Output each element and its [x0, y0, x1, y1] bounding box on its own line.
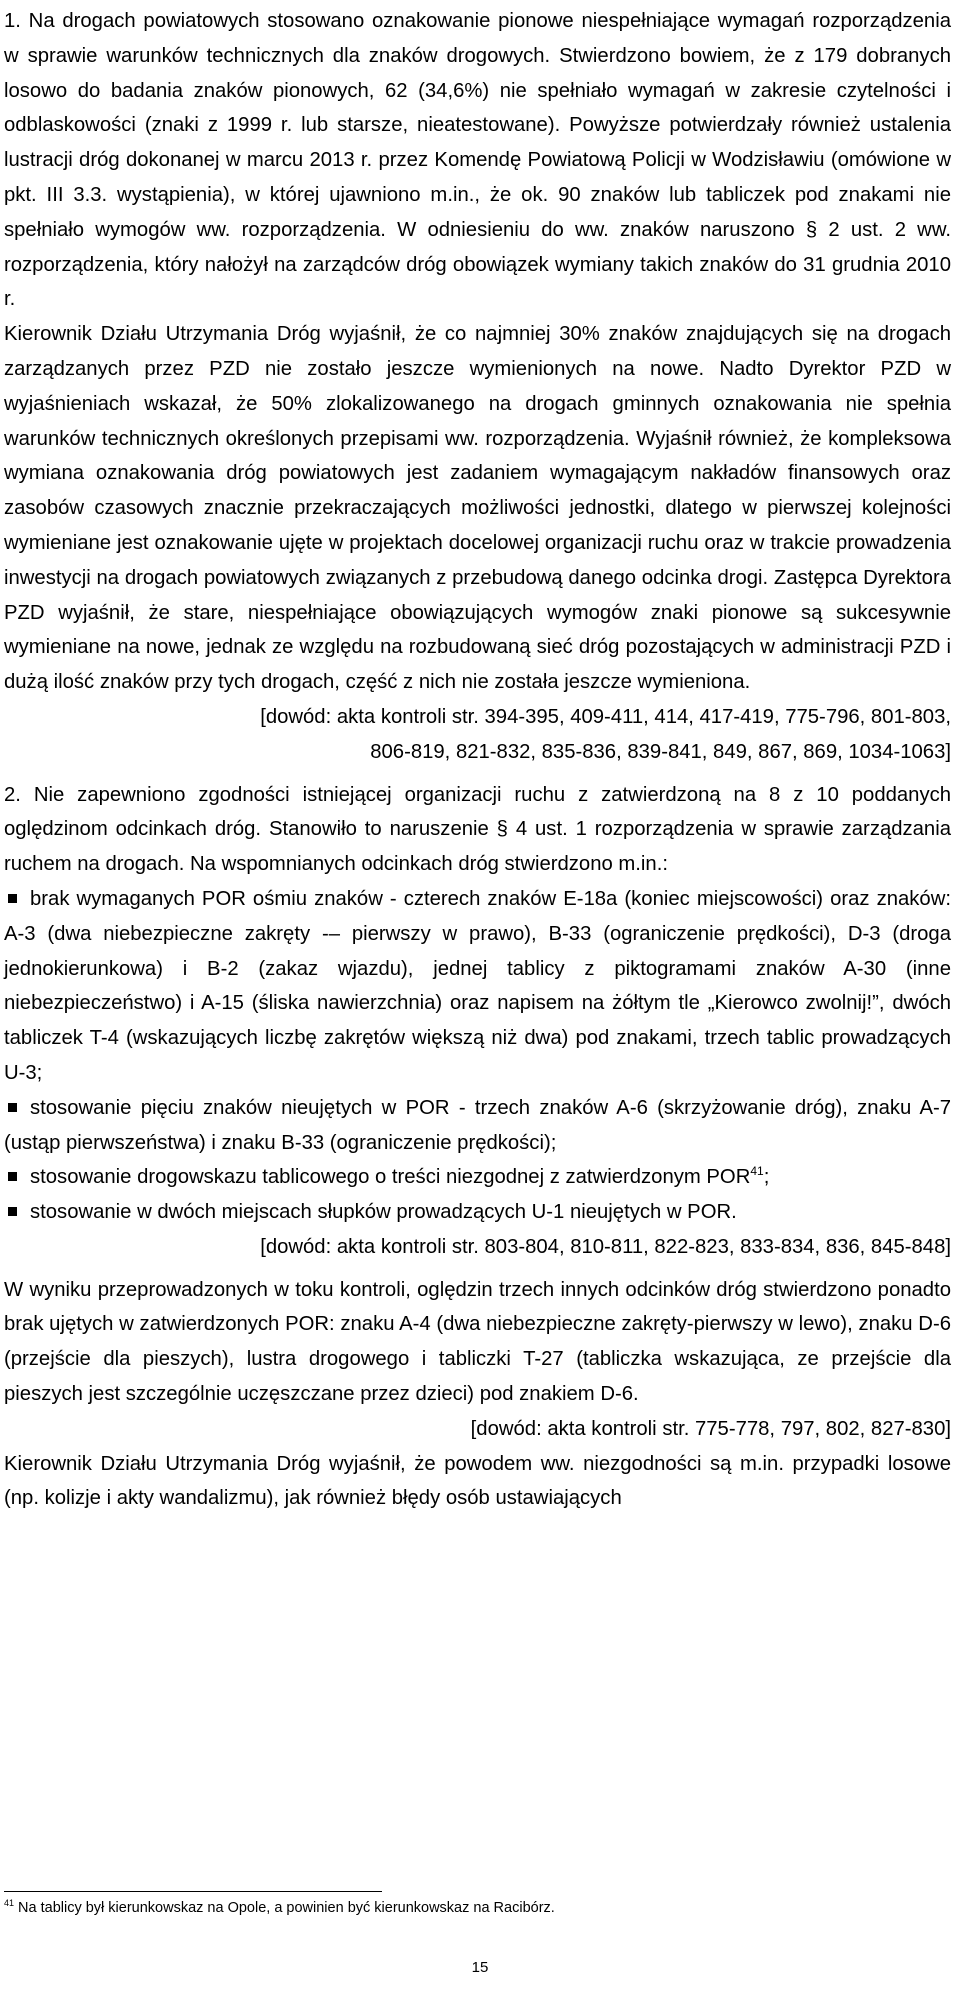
- footnote-number: 41: [4, 1898, 15, 1909]
- footnote-text: Na tablicy był kierunkowskaz na Opole, a powinien być kierunkowskaz na Racibórz.: [18, 1900, 555, 1916]
- paragraph-item-2: 2. Nie zapewniono zgodności istniejącej organizacji ruchu z zatwierdzoną na 8 z 10 poddanych oględzinom odcinkach dróg. Stanowiło to naruszenie § 4 ust. 1 rozporządzenia w sprawie zarządzania ruchem na drogach. Na wspomnianych odcinkach dróg stwierdzono m.in.:: [4, 783, 951, 876]
- square-bullet-icon: [8, 1103, 17, 1112]
- list-item: [4, 1195, 951, 1230]
- list-item-text: stosowanie w dwóch miejscach słupków prowadzących U-1 nieujętych w POR.: [30, 1201, 737, 1224]
- footnote-reference: 41: [750, 1164, 764, 1179]
- square-bullet-icon: [8, 1172, 17, 1181]
- list-item-text-end: ;: [763, 1166, 770, 1189]
- list-item-text: stosowanie drogowskazu tablicowego o treści niezgodnej z zatwierdzonym POR: [30, 1166, 751, 1189]
- evidence-citation: [dowód: akta kontroli str. 775-778, 797, 802, 827-830]: [470, 1417, 951, 1440]
- page-number: 15: [471, 1959, 489, 1976]
- evidence-citation: [dowód: akta kontroli str. 394-395, 409-411, 414, 417-419, 775-796, 801-803,: [260, 705, 951, 728]
- paragraph-explanation-2: Kierownik Działu Utrzymania Dróg wyjaśnił, że powodem ww. niezgodności są m.in. przypadki losowe (np. kolizje i akty wandalizmu), jak również błędy osób ustawiających: [4, 1452, 951, 1510]
- list-item: [4, 882, 951, 1091]
- square-bullet-icon: [8, 894, 17, 903]
- footnote: [4, 1898, 555, 1918]
- paragraph-explanation-1: Kierownik Działu Utrzymania Dróg wyjaśnił, że co najmniej 30% znaków znajdujących się na drogach zarządzanych przez PZD nie zostało jeszcze wymienionych na nowe. Nadto Dyrektor PZD w wyjaśnieniach wskazał, że 50% zlokalizowanego na drogach gminnych oznakowania nie spełnia warunków technicznych określonych przepisami ww. rozporządzenia. Wyjaśnił również, że kompleksowa wymiana oznakowania dróg powiatowych jest zadaniem wymagającym nakładów finansowych oraz zasobów czasowych znacznie przekraczających możliwości jednostki, dlatego w pierwszej kolejności wymieniane jest oznakowanie ujęte w projektach docelowej organizacji ruchu oraz w trakcie prowadzenia inwestycji na drogach powiatowych związanych z przebudową danego odcinka drogi. Zastępca Dyrektora PZD wyjaśnił, że stare, niespełniające obowiązujących wymogów znaki pionowe są sukcesywnie wymieniane na nowe, jednak ze względu na rozbudowaną sieć dróg pozostających w administracji PZD i dużą ilość znaków przy tych drogach, część z nich nie została jeszcze wymieniona.: [4, 323, 951, 694]
- list-item: [4, 1160, 951, 1195]
- paragraph-inspection-results: W wyniku przeprowadzonych w toku kontroli, oględzin trzech innych odcinków dróg stwierdzono ponadto brak ujętych w zatwierdzonych POR: znaku A-4 (dwa niebezpieczne zakręty-pierwszy w lewo), znaku D-6 (przejście dla pieszych), lustra drogowego i tabliczki T-27 (tabliczka wskazująca, ze przejście dla pieszych jest szczególnie uczęszczane przez dzieci) pod znakiem D-6.: [4, 1278, 951, 1406]
- list-item: [4, 1091, 951, 1161]
- footnote-divider: [4, 1891, 382, 1892]
- square-bullet-icon: [8, 1207, 17, 1216]
- list-item-text: stosowanie pięciu znaków nieujętych w POR - trzech znaków A-6 (skrzyżowanie dróg), znaku A-7 (ustąp pierwszeństwa) i znaku B-33 (ograniczenie prędkości);: [4, 1096, 951, 1154]
- list-item-text: brak wymaganych POR ośmiu znaków - czterech znaków E-18a (koniec miejscowości) oraz znaków: A-3 (dwa niebezpieczne zakręty -– pierwszy w prawo), B-33 (ograniczenie prędkości), D-3 (droga jednokierunkowa) i B-2 (zakaz wjazdu), jednej tablicy z piktogramami znaków A-30 (inne niebezpieczeństwo) i A-15 (śliska nawierzchnia) oraz napisem na żółtym tle „Kierowco zwolnij!”, dwóch tabliczek T-4 (wskazujących liczbę zakrętów większą niż dwa) pod znakami, trzech tablic prowadzących U-3;: [4, 887, 951, 1084]
- evidence-citation: [dowód: akta kontroli str. 803-804, 810-811, 822-823, 833-834, 836, 845-848]: [260, 1235, 951, 1258]
- findings-list: [4, 882, 951, 1230]
- paragraph-item-1: 1. Na drogach powiatowych stosowano oznakowanie pionowe niespełniające wymagań rozporządzenia w sprawie warunków technicznych dla znaków drogowych. Stwierdzono bowiem, że z 179 dobranych losowo do badania znaków pionowych, 62 (34,6%) nie spełniało wymagań w zakresie czytelności i odblaskowości (znaki z 1999 r. lub starsze, nieatestowane). Powyższe potwierdzały również ustalenia lustracji dróg dokonanej w marcu 2013 r. przez Komendę Powiatową Policji w Wodzisławiu (omówione w pkt. III 3.3. wystąpienia), w której ujawniono m.in., że ok. 90 znaków lub tabliczek pod znakami nie spełniało wymogów ww. rozporządzenia. W odniesieniu do ww. znaków naruszono § 2 ust. 2 ww. rozporządzenia, który nałożył na zarządców dróg obowiązek wymiany takich znaków do 31 grudnia 2010 r.: [4, 10, 951, 311]
- evidence-citation-continued: 806-819, 821-832, 835-836, 839-841, 849, 867, 869, 1034-1063]: [370, 740, 951, 763]
